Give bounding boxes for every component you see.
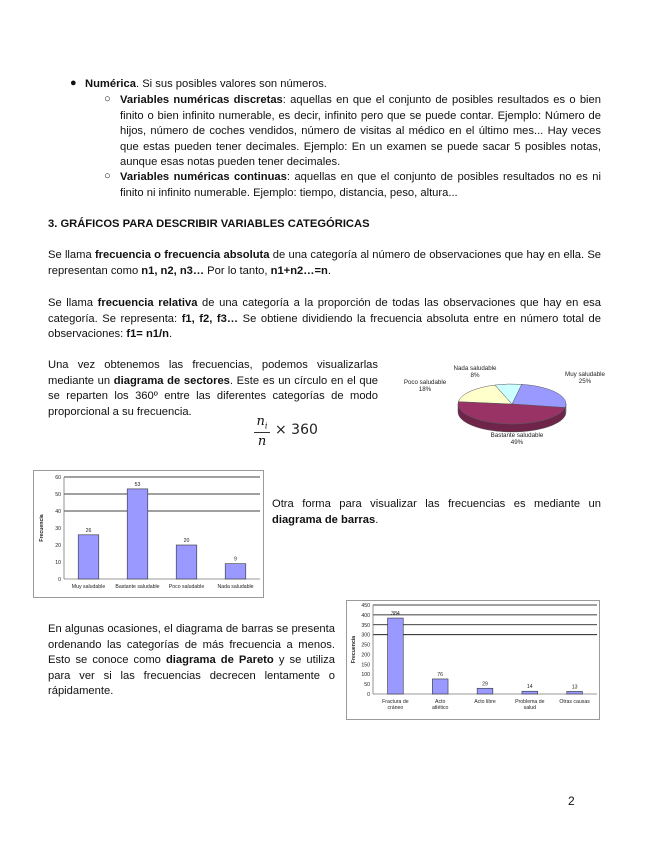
- pie-percent-label: 49%: [510, 439, 524, 446]
- pie-label: Muy saludable: [565, 371, 605, 378]
- y-tick-label: 100: [361, 672, 370, 679]
- bar-value-label: 384: [391, 611, 400, 618]
- bar-4: [522, 691, 538, 694]
- pie-label: Nada saludable: [453, 365, 497, 372]
- bar-3: [176, 545, 197, 579]
- bullet-numerica: [48, 77, 608, 93]
- y-tick-label: 300: [361, 632, 370, 639]
- paragraph-diagrama-sectores: Una vez obtenemos las frecuencias, podemos visualizarlas mediante un diagrama de sectores. Este es un círculo en el que se reparten los 360º entre las diferentes categorías de modo proporcional a su frecuencia.: [48, 359, 379, 418]
- y-tick-label: 200: [361, 652, 370, 659]
- category-label: Muy saludable: [71, 584, 106, 590]
- bar-value-label: 76: [437, 671, 444, 678]
- pareto-chart-svg: [347, 601, 599, 719]
- y-tick-label: 60: [55, 475, 61, 481]
- category-label: salud: [523, 705, 537, 711]
- bar-2: [432, 679, 448, 694]
- page-number: 2: [568, 794, 575, 808]
- y-tick-label: 0: [58, 577, 61, 583]
- circle-bullet-icon: ○: [104, 93, 111, 105]
- y-tick-label: 40: [55, 509, 61, 515]
- formula: [254, 414, 324, 454]
- pie-percent-label: 18%: [418, 386, 432, 393]
- bar-1: [78, 535, 99, 579]
- formula-denominator: n: [257, 433, 267, 449]
- y-tick-label: 400: [361, 612, 370, 619]
- bar-value-label: 20: [183, 538, 190, 544]
- y-tick-label: 50: [55, 492, 61, 498]
- subbullet-continuas: [104, 170, 601, 201]
- bullet-dot-icon: ●: [70, 77, 77, 89]
- y-tick-label: 30: [55, 526, 61, 532]
- y-tick-label: 20: [55, 543, 61, 549]
- category-label: Otras causas: [559, 699, 590, 705]
- section-heading: 3. GRÁFICOS PARA DESCRIBIR VARIABLES CATEGÓRICAS: [48, 218, 370, 230]
- category-label: Nada saludable: [217, 584, 254, 590]
- bar-2: [127, 489, 148, 579]
- y-tick-label: 350: [361, 622, 370, 629]
- bar-4: [225, 564, 246, 579]
- pareto-chart-frame: [346, 600, 600, 720]
- pie-percent-label: 8%: [470, 372, 480, 379]
- bar-5: [567, 691, 583, 694]
- bar-3: [477, 688, 493, 694]
- subbullet-discretas: [104, 93, 601, 171]
- paragraph-diagrama-barras: Otra forma para visualizar las frecuencias es mediante un diagrama de barras.: [272, 498, 601, 526]
- y-tick-label: 250: [361, 642, 370, 649]
- pie-percent-label: 25%: [578, 378, 592, 385]
- y-tick-label: 0: [367, 692, 370, 698]
- formula-fraction: [254, 414, 270, 449]
- category-label: Problema de: [515, 699, 545, 705]
- pie-label: Bastante saludable: [490, 432, 544, 439]
- formula-numerator: $n_i$: [256, 414, 268, 431]
- y-tick-label: 450: [361, 603, 370, 609]
- bar-chart-svg: [34, 471, 263, 597]
- category-label: cráneo: [387, 705, 404, 711]
- y-tick-label: 150: [361, 662, 370, 669]
- subbullet-discretas-text: Variables numéricas discretas: aquellas en que el conjunto de posibles resultados es o bien finito o bien infinito numerable, es decir, infinito pero que se puede contar. Ejemplo: Número de hijos, número de coches vendidos, número de visitas al médico en el último mes... Hay veces que estas pueden tener decimales. Ejemplo: En un examen se puede sacar 5 posibles notas, aunque esas notas pueden tener decimales.: [120, 94, 601, 168]
- paragraph-diagrama-pareto: En algunas ocasiones, el diagrama de barras se presenta ordenando las categorías de más frecuencia a menos. Esto se conoce como diagrama de Pareto y se utiliza para ver si las frecuencias decrecen lentamente o rápidamente.: [48, 623, 335, 697]
- bar-1: [388, 618, 404, 694]
- y-tick-label: 50: [364, 682, 370, 689]
- pie-chart-svg: [395, 364, 611, 456]
- pie-chart: [395, 364, 611, 456]
- y-axis-label: Frecuencia: [351, 635, 357, 664]
- subbullet-continuas-text: Variables numéricas continuas: aquellas en que el conjunto de posibles resultados no es ni finito ni infinito numerable. Ejemplo: tiempo, distancia, peso, altura...: [120, 171, 601, 199]
- category-label: Acto: [435, 699, 446, 705]
- bar-value-label: 26: [85, 527, 92, 534]
- bar-value-label: 9: [234, 556, 237, 563]
- category-label: Bastante saludable: [115, 584, 160, 590]
- formula-bar: [254, 432, 270, 433]
- formula-multiplier: × 360: [275, 422, 318, 438]
- category-label: Poco saludable: [168, 584, 205, 590]
- bar-value-label: 29: [482, 681, 488, 688]
- bar-value-label: 53: [134, 481, 141, 488]
- category-label: atlético: [431, 705, 449, 711]
- bullet-numerica-text: Numérica. Si sus posibles valores son números.: [85, 78, 327, 90]
- bar-chart-frame: [33, 470, 264, 598]
- bar-value-label: 14: [526, 684, 533, 691]
- category-label: Fractura de: [382, 699, 409, 705]
- pie-label: Poco saludable: [403, 379, 447, 386]
- paragraph-frecuencia-absoluta: Se llama frecuencia o frecuencia absoluta de una categoría al número de observaciones que hay en ella. Se representan como n1, n2, n3… Por lo tanto, n1+n2…=n.: [48, 249, 602, 277]
- circle-bullet-icon: ○: [104, 170, 111, 182]
- paragraph-frecuencia-relativa: Se llama frecuencia relativa de una categoría a la proporción de todas las observaciones que hay en esa categoría. Se representa: f1, f2, f3… Se obtiene dividiendo la frecuencia absoluta entre en número total de observaciones: f1= n1/n.: [48, 297, 601, 340]
- bar-value-label: 13: [571, 684, 578, 691]
- y-tick-label: 10: [55, 560, 61, 566]
- y-axis-label: Frecuencia: [39, 514, 45, 542]
- category-label: Acto libre: [474, 699, 496, 705]
